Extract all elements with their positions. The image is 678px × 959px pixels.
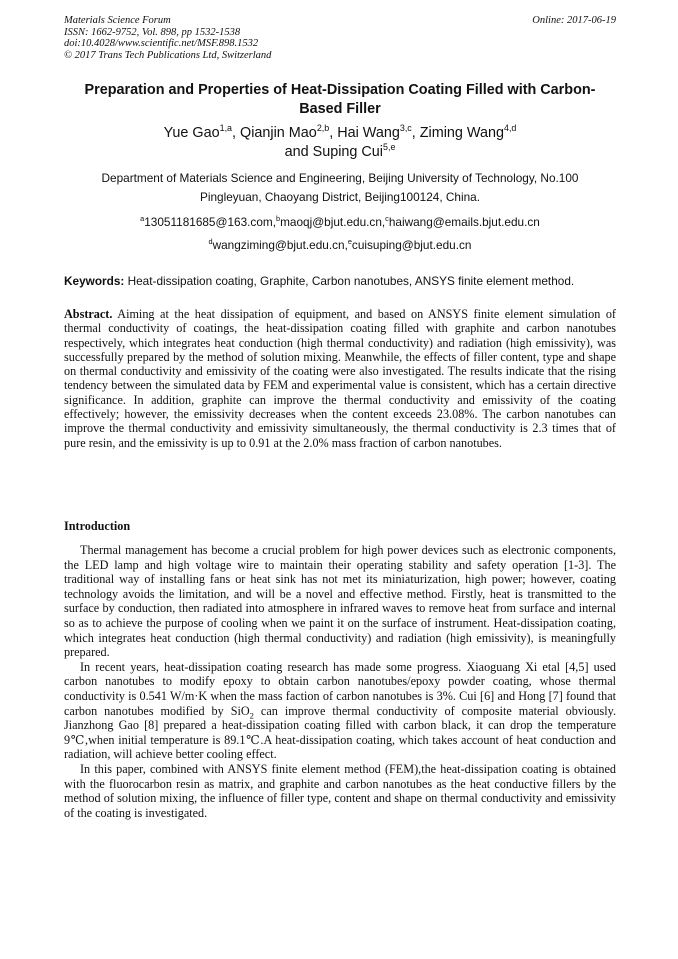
copyright-line: © 2017 Trans Tech Publications Ltd, Switzerland xyxy=(64,49,272,61)
email: $^c$haiwang@emails.bjut.edu.cn xyxy=(385,214,540,229)
keywords xyxy=(64,273,616,289)
introduction-heading: Introduction xyxy=(64,519,131,533)
paragraph: In recent years, heat-dissipation coating research has made some progress. Xiaoguang Xi etal [4,5] used carbon nanotubes to modify epoxy to obtain carbon nanotubes/epoxy powder coating, whose thermal conductivity is 0.541 W/m·K when the mass faction of carbon nanotubes is 3%. Cui [6] and Hong [7] found that carbon nanotubes modified by SiO$_2$ can improve thermal conductivity of composite material obviously. Jianzhong Gao [8] prepared a heat-dissipation coating filled with carbon black, it can drop the temperature 9℃,when initial temperature is 89.1℃.A heat-dissipation coating, which takes account of heat conduction and radiation, will achieve better cooling effect. xyxy=(64,659,616,762)
journal-header xyxy=(64,15,616,61)
email-line xyxy=(64,234,616,257)
author: Hai Wang$^{3,c}$, xyxy=(337,123,420,141)
author: Qianjin Mao$^{2,b}$, xyxy=(240,123,338,141)
author-list xyxy=(64,124,616,162)
email: $^e$cuisuping@bjut.edu.cn xyxy=(347,237,472,252)
email: $^b$maoqj@bjut.edu.cn, xyxy=(276,214,386,229)
email-line xyxy=(64,211,616,234)
introduction-body xyxy=(64,543,616,820)
affiliation-line: Pingleyuan, Chaoyang District, Beijing100124, China. xyxy=(199,190,481,204)
paper-title: Preparation and Properties of Heat-Dissipation Coating Filled with Carbon-Based Filler xyxy=(84,82,596,117)
paragraph: In this paper, combined with ANSYS finite element method (FEM),the heat-dissipation coating is obtained with the fluorocarbon resin as matrix, and graphite and carbon nanotubes as the heat conductive fillers by the method of solution mixing, the influence of filler type, content and shape on thermal conductivity and emissivity of the coating is investigated. xyxy=(64,761,616,820)
keywords-text: Heat-dissipation coating, Graphite, Carbon nanotubes, ANSYS finite element method. xyxy=(127,274,575,288)
email: $^d$wangziming@bjut.edu.cn, xyxy=(208,237,348,252)
author: Ziming Wang$^{4,d}$ xyxy=(419,123,517,141)
affiliation-line: Department of Materials Science and Engineering, Beijing University of Technology, No.100 xyxy=(101,171,579,185)
abstract-text: Aiming at the heat dissipation of equipment, and based on ANSYS finite element simulation of thermal conductivity of coatings, the heat-dissipation coating filled with graphite and carbon nanotubes respectively, which integrates heat conduction (high thermal conductivity) and radiation (high emissivity), was successfully prepared by the method of solution mixing. Meanwhile, the effects of filler content, type and shape on thermal conductivity and emissivity of the coating were also investigated. The results indicate that the rising tendency between the simulated data by FEM and experimental value is consistent, which has a certain directive significance. In addition, graphite can improve the thermal conductivity and emissivity of the coating effectively; however, the emissivity decreases when the content exceeds 23.08%. The carbon nanotubes can improve the thermal conductivity and emissivity simultaneously, the thermal conductivity is 2.3 times that of pure resin, and the emissivity is up to 0.91 at the 2.0% mass fraction of carbon nanotubes. xyxy=(64,307,616,450)
email: $^a$13051181685@163.com, xyxy=(140,214,276,229)
author-emails xyxy=(64,211,616,257)
author: Yue Gao$^{1,a}$, xyxy=(163,123,241,141)
affiliation xyxy=(64,169,616,207)
online-date: Online: 2017-06-19 xyxy=(532,15,616,26)
journal-name: Materials Science Forum xyxy=(64,15,171,26)
paragraph: Thermal management has become a crucial problem for high power devices such as electronic components, the LED lamp and high voltage wire to maintain their operating stability and safety operation [1-3]. The traditional way of installing fans or heat sink has not met its miniaturization, high power; however, coating technology avoids the limitation, and will be a novel and effective method. Firstly, heat is transmitted to the surface by conduction, then radiated into atmosphere in infrared waves to remove heat from surface and internal so as to achieve the purpose of cooling when we paint it on the surface of instrument. Heat-dissipation coating, which integrates heat conduction (high thermal conductivity) and radiation (high emissivity), is meaningfully prepared. xyxy=(64,543,616,660)
issn-line: ISSN: 1662-9752, Vol. 898, pp 1532-1538 xyxy=(64,26,241,38)
doi-line: doi:10.4028/www.scientific.net/MSF.898.1532 xyxy=(64,38,259,49)
abstract xyxy=(64,307,616,450)
abstract-label: Abstract. xyxy=(64,307,113,321)
author: and Suping Cui$^{5,e}$ xyxy=(284,142,396,160)
keywords-label: Keywords: xyxy=(64,274,125,288)
